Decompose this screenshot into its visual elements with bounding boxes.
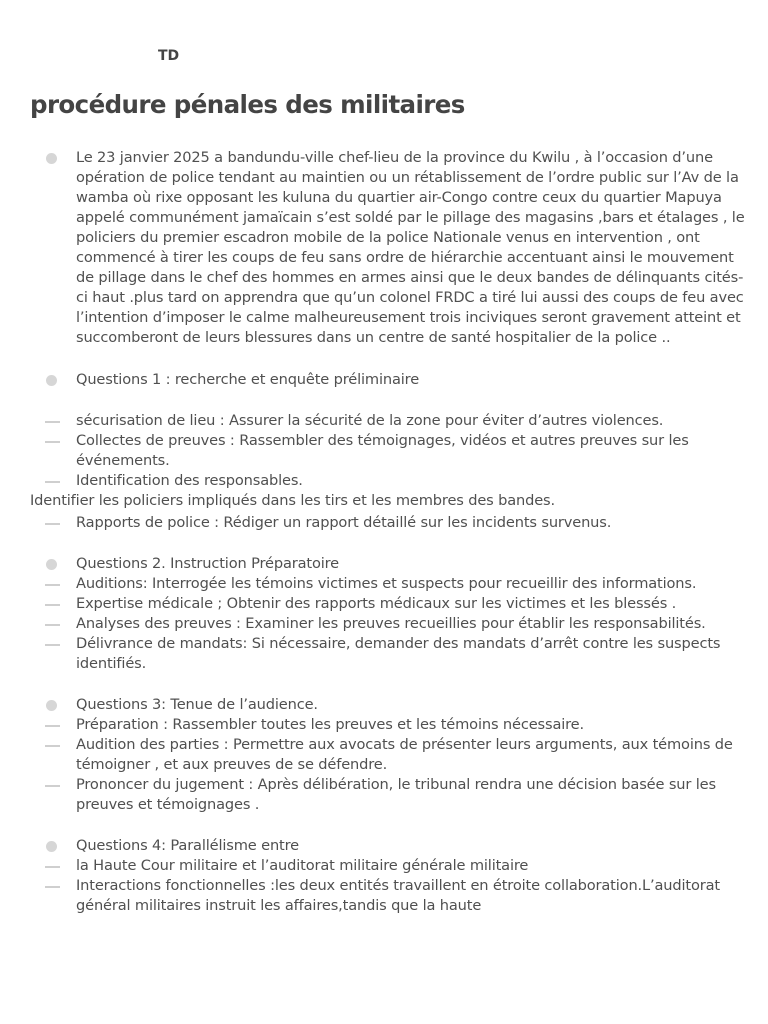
question-4-heading-text: Questions 4: Parallélisme entre xyxy=(76,837,299,854)
document-body xyxy=(0,148,768,916)
list-item-text: Préparation : Rassembler toutes les preuves et les témoins nécessaire. xyxy=(76,716,584,733)
bullet-dash-icon xyxy=(44,856,62,876)
list-item xyxy=(0,513,768,533)
list-item-text: Prononcer du jugement : Après délibération, le tribunal rendra une décision basée sur les preuves et témoignages . xyxy=(76,776,716,813)
list-item-text: Auditions: Interrogée les témoins victimes et suspects pour recueillir des informations. xyxy=(76,575,697,592)
bullet-dash-icon xyxy=(44,513,62,533)
bullet-dash-icon xyxy=(44,735,62,755)
question-4-heading xyxy=(0,836,768,856)
list-item-text: la Haute Cour militaire et l’auditorat militaire générale militaire xyxy=(76,857,529,874)
list-item xyxy=(0,594,768,614)
list-item-text: sécurisation de lieu : Assurer la sécurité de la zone pour éviter d’autres violences. xyxy=(76,412,664,429)
bullet-dash-icon xyxy=(44,594,62,614)
bullet-dash-icon xyxy=(44,411,62,431)
question-1-heading xyxy=(0,370,768,390)
list-item xyxy=(0,876,768,916)
question-3-heading xyxy=(0,695,768,715)
question-1-heading-text: Questions 1 : recherche et enquête préliminaire xyxy=(76,371,420,388)
list-item xyxy=(0,735,768,775)
list-item xyxy=(0,411,768,431)
bullet-dot-icon xyxy=(44,370,62,390)
bullet-dot-icon xyxy=(44,695,62,715)
list-item xyxy=(0,614,768,634)
bullet-dot-icon xyxy=(44,836,62,856)
list-item xyxy=(0,634,768,674)
bullet-dash-icon xyxy=(44,634,62,654)
list-item xyxy=(0,856,768,876)
bullet-dash-icon xyxy=(44,471,62,491)
list-item xyxy=(0,431,768,471)
list-item-text: Expertise médicale ; Obtenir des rapports médicaux sur les victimes et les blessés . xyxy=(76,595,677,612)
question-2-heading-text: Questions 2. Instruction Préparatoire xyxy=(76,555,339,572)
bullet-dash-icon xyxy=(44,614,62,634)
case-text: Le 23 janvier 2025 a bandundu-ville chef-lieu de la province du Kwilu , à l’occasion d’une opération de police tendant au maintien ou un rétablissement de l’ordre public sur l’Av de la wamba où rixe opposant les kuluna du quartier air-Congo contre ceux du quartier Mapuya appelé communément jamaïcain s’est soldé par le pillage des magasins ,bars et étalages , le policiers du premier escadron mobile de la police Nationale venus en intervention , ont commencé à tirer les coups de feu sans ordre de hiérarchie accentuant ainsi le mouvement de pillage dans le chef des hommes en armes ainsi que le deux bandes de délinquants cités-ci haut .plus tard on apprendra que qu’un colonel FRDC a tiré lui aussi des coups de feu avec l’intention d’imposer le calme malheureusement trois inciviques seront gravement atteint et succomberont de leurs blessures dans un centre de santé hospitalier de la police .. xyxy=(76,149,745,346)
list-item-text: Analyses des preuves : Examiner les preuves recueillies pour établir les responsabilités. xyxy=(76,615,706,632)
bullet-dash-icon xyxy=(44,775,62,795)
bullet-dot-icon xyxy=(44,148,62,168)
list-item-text: Délivrance de mandats: Si nécessaire, demander des mandats d’arrêt contre les suspects identifiés. xyxy=(76,635,721,672)
list-item-text: Rapports de police : Rédiger un rapport détaillé sur les incidents survenus. xyxy=(76,514,612,531)
list-item-case xyxy=(0,148,768,348)
page-title: procédure pénales des militaires xyxy=(30,90,465,119)
bullet-dash-icon xyxy=(44,715,62,735)
bullet-dash-icon xyxy=(44,431,62,451)
note-line: Identifier les policiers impliqués dans les tirs et les membres des bandes. xyxy=(30,492,555,509)
list-item xyxy=(0,715,768,735)
list-item xyxy=(0,775,768,815)
list-item xyxy=(0,471,768,491)
bullet-dash-icon xyxy=(44,574,62,594)
td-label: TD xyxy=(158,48,180,64)
list-item-text: Collectes de preuves : Rassembler des témoignages, vidéos et autres preuves sur les événements. xyxy=(76,432,689,469)
bullet-dot-icon xyxy=(44,554,62,574)
list-item xyxy=(0,574,768,594)
list-item-text: Audition des parties : Permettre aux avocats de présenter leurs arguments, aux témoins de témoigner , et aux preuves de se défendre. xyxy=(76,736,733,773)
question-3-heading-text: Questions 3: Tenue de l’audience. xyxy=(76,696,318,713)
list-item-text: Interactions fonctionnelles :les deux entités travaillent en étroite collaboration.L’auditorat général militaires instruit les affaires,tandis que la haute xyxy=(76,877,720,914)
bullet-dash-icon xyxy=(44,876,62,896)
list-item-text: Identification des responsables. xyxy=(76,472,303,489)
question-2-heading xyxy=(0,554,768,574)
